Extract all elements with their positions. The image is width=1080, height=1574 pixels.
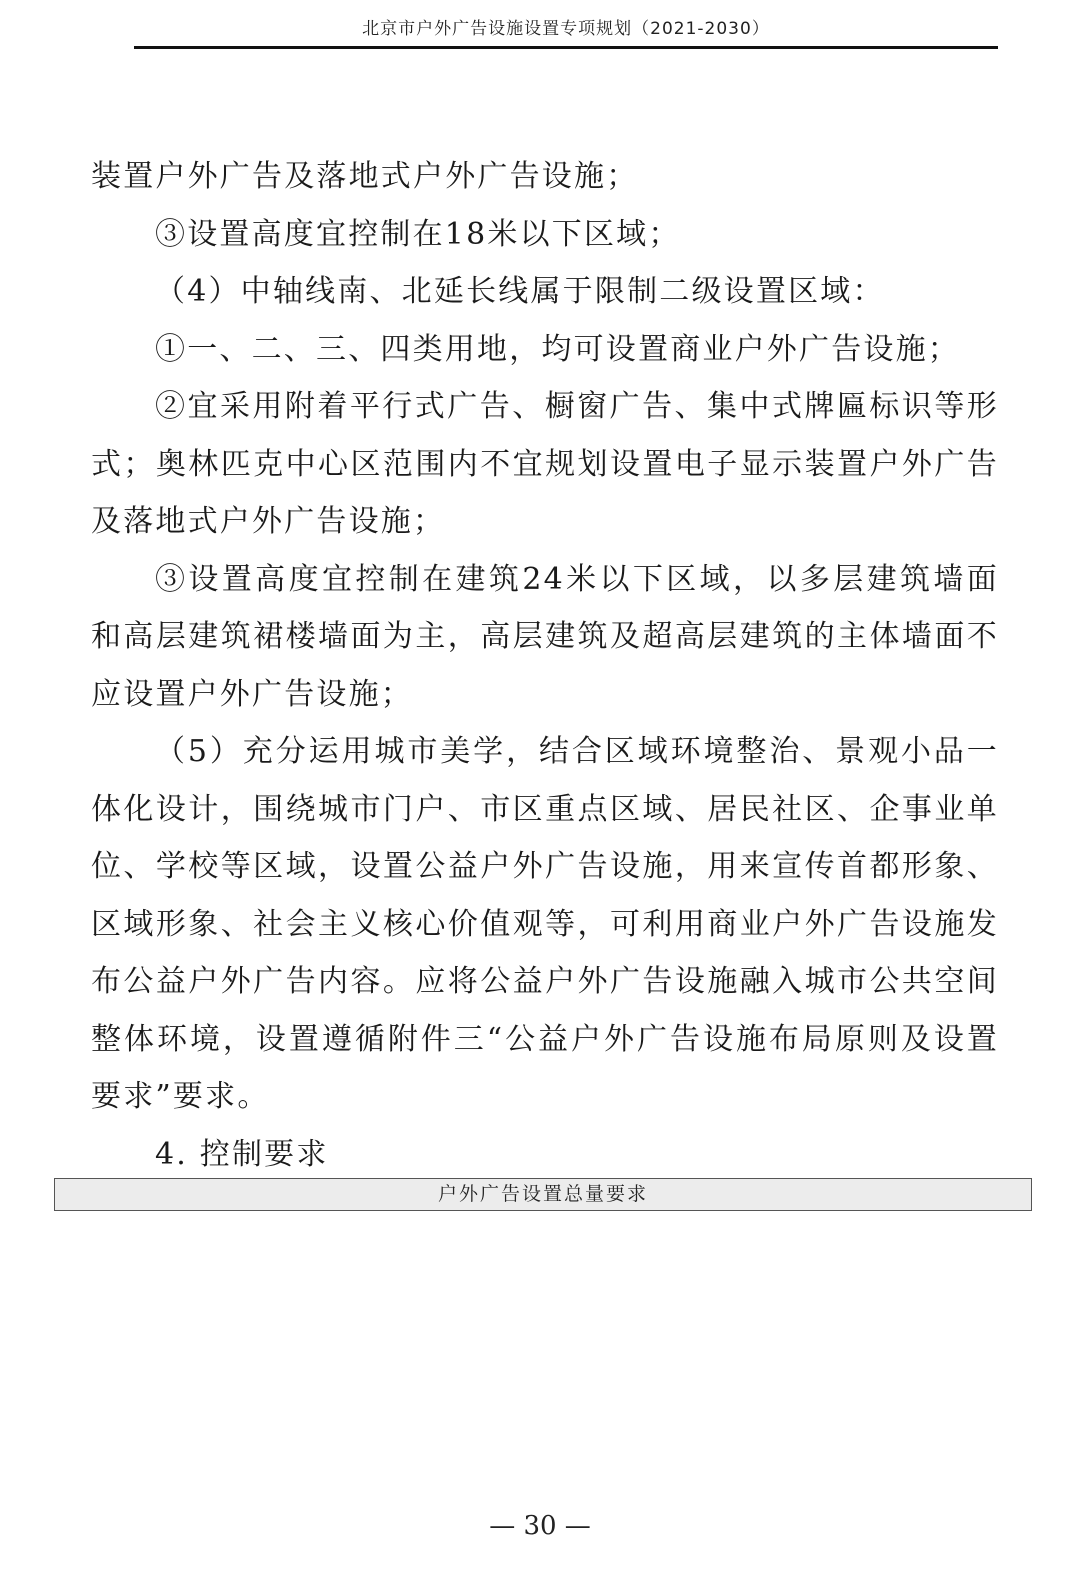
paragraph: ③设置高度宜控制在18米以下区域；: [155, 216, 681, 252]
section-heading: 4. 控制要求: [155, 1136, 329, 1172]
paragraph: 装置户外广告及落地式户外广告设施；: [91, 159, 639, 194]
paragraph: ①一、二、三、四类用地，均可设置商业户外广告设施；: [155, 331, 960, 367]
document-body: [91, 148, 999, 1183]
paragraph: （4）中轴线南、北延长线属于限制二级设置区域：: [155, 274, 885, 309]
page-number: — 30 —: [489, 1511, 591, 1541]
paragraph: （5）充分运用城市美学，结合区域环境整治、景观小品一体化设计，围绕城市门户、市区重点区域、居民社区、企事业单位、学校等区域，设置公益户外广告设施，用来宣传首都形象、区域形象、社会主义核心价值观等，可利用商业户外广告设施发布公益户外广告内容。应将公益户外广告设施融入城市公共空间整体环境，设置遵循附件三“公益户外广告设施布局原则及设置要求”要求。: [91, 734, 999, 1114]
running-header: 北京市户外广告设施设置专项规划（2021-2030）: [362, 19, 770, 39]
paragraph: ②宜采用附着平行式广告、橱窗广告、集中式牌匾标识等形式；奥林匹克中心区范围内不宜规划设置电子显示装置户外广告及落地式户外广告设施；: [91, 389, 999, 539]
header-rule: [134, 46, 998, 49]
section-banner: 户外广告设置总量要求: [54, 1178, 1032, 1211]
paragraph: ③设置高度宜控制在建筑24米以下区域，以多层建筑墙面和高层建筑裙楼墙面为主，高层建筑及超高层建筑的主体墙面不应设置户外广告设施；: [91, 561, 999, 712]
